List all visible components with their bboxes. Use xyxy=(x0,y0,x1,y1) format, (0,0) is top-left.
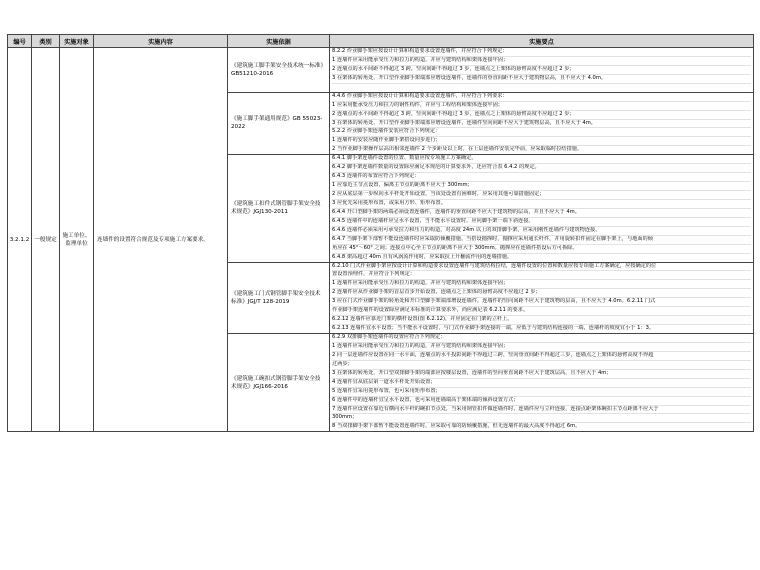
key-point-line xyxy=(332,84,751,92)
header-category: 类别 xyxy=(32,35,60,48)
cell-basis xyxy=(228,92,330,155)
key-point-line: 2 同一层连墙件应设置在同一水平面，连墙点的水平投影间距不得超过三跨，竖向垂直间距不得超过三步，连墙点之上架体的悬臂高度不得超 xyxy=(332,352,751,361)
table-row xyxy=(8,48,754,93)
key-point-line: 3 应在门式作业脚手架的转角处和开口型脚手架端部增设连墙件，连墙件的竖向间距不应大于建筑物的层高，且不应大于 4.0m。6.2.11 门式 xyxy=(332,298,751,307)
key-point-line: 6.2.12 连墙件应靠近门架的横杆设置(图 6.2.12)，并应固定在门架的立杆上。 xyxy=(332,316,751,325)
basis-text: 《建筑施工脚手架安全技术统一标准》GB51210-2016 xyxy=(231,62,324,77)
cell-key-points xyxy=(330,48,754,93)
key-point-line: 8.2.2 作业脚手架应按设计计算和构造要求设置连墙件，并应符合下列规定： xyxy=(332,48,751,57)
key-point-line: 6.4.4 开口型脚手架的两端必须设置连墙件，连墙件的垂直间距不应大于建筑物的层高，并且不应大于 4m。 xyxy=(332,209,751,218)
basis-text: 《建筑施工门式钢管脚手架安全技术标准》JGJ/T 128-2019 xyxy=(231,290,321,305)
key-point-line: 4 连墙件宜从底层第一道水平杆处开始设置； xyxy=(332,379,751,388)
cell-basis xyxy=(228,155,330,262)
header-basis: 实施依据 xyxy=(228,35,330,48)
key-point-line: 2 连墙点的水平间距不得超过 3 跨，竖向间距不得超过 3 步，连墙点之上架体的悬臂高度不应超过 2 步； xyxy=(332,66,751,75)
header-content: 实施内容 xyxy=(94,35,228,48)
key-point-line: 6.4.7 当脚手架下部暂不能设连墙件时应采取防倾覆措施。当搭设抛撑时，抛撑应采用通长杆件，并用旋转扣件固定在脚手架上，与地面的倾 xyxy=(332,236,751,245)
table-header-row xyxy=(8,35,754,48)
key-point-line: 角应在 45°～60° 之间；连接点中心至主节点的距离不应大于 300mm。抛撑应在连墙件搭设后方可拆除。 xyxy=(332,245,751,254)
basis-text: 《建筑施工扣件式钢管脚手架安全技术规范》JGJ130-2011 xyxy=(231,201,321,216)
key-point-line: 3 在架体的转角处、开口型作业脚手架端部应增设连墙件，连墙件竖向间距不应大于建筑物层高，且不应大于 4m。 xyxy=(332,120,751,129)
key-point-line: 2 应从底层第一步纵向水平杆处开始设置，当该处设置有困难时，应采用其他可靠措施固定； xyxy=(332,191,751,200)
cell-basis xyxy=(228,48,330,93)
key-point-line: 1 应靠近主节点设置，偏离主节点的距离不应大于 300mm； xyxy=(332,182,751,191)
cell-number: 3.2.1.2 xyxy=(8,48,32,432)
key-point-line: 3 在架体的转角处、开口型作业脚手架端部应增设连墙件，连墙件的垂直间距不应大于建筑物层高，且不应大于 4.0m。 xyxy=(332,75,751,84)
basis-text: 《施工脚手架通用规范》GB 55023-2022 xyxy=(231,116,323,131)
cell-key-points xyxy=(330,92,754,155)
key-point-line: 5 连墙件宜采用菱形布置，也可采用矩形布置； xyxy=(332,388,751,397)
key-point-line: 作业脚手架连墙件的设置除应满足本标准的计算要求外，尚应满足表 6.2.11 的要求。 xyxy=(332,307,751,316)
key-point-line: 3 在架体的转角处、开口型双排脚手架的端部应按楼层设置，连墙件的竖向垂直间距不应大于建筑层高，且不应大于 4m； xyxy=(332,370,751,379)
cell-content: 连墙件的设置符合规范及专项施工方案要求。 xyxy=(94,48,228,432)
cell-basis xyxy=(228,334,330,432)
cell-category: 一般规定 xyxy=(32,48,60,432)
key-point-line: 1 连墙件应采用能承受压力和拉力的构造，并应与建筑结构和架体连接牢固； xyxy=(332,57,751,66)
cell-key-points xyxy=(330,334,754,432)
key-point-line: 6.4.2 脚手架连墙件数量的设置除应满足本规范的计算要求外，还应符合表 6.4.2 的规定。 xyxy=(332,164,751,173)
header-target: 实施对象 xyxy=(60,35,94,48)
key-point-line: 6.4.6 连墙件必须采用可承受拉力和压力的构造，对高度 24m 以上的双排脚手架，应采用刚性连墙件与建筑物连接。 xyxy=(332,227,751,236)
key-point-line: 6.4.5 连墙件中的连墙杆应呈水平设置，当不能水平设置时，应向脚手架一端下斜连接。 xyxy=(332,218,751,227)
key-point-line: 2 连墙点的水平间距不得超过 3 跨，竖向间距不得超过 3 步，连墙点之上架体的悬臂高度不应超过 2 步； xyxy=(332,111,751,120)
key-point-line: 6 连墙件中的连墙杆宜呈水平设置，也可采用连墙端高于架体端的倾斜设置方式； xyxy=(332,397,751,406)
basis-text: 《建筑施工碗扣式钢管脚手架安全技术规范》JGJ166-2016 xyxy=(231,375,321,390)
key-point-line: 1 连墙件的安装应随作业脚手架搭设同步进行； xyxy=(332,137,751,146)
cell-target: 施工单位、监理单位 xyxy=(60,48,94,432)
cell-key-points xyxy=(330,155,754,262)
key-point-line: 4.4.6 作业脚手架应按设计计算和构造要求设置连墙件，并应符合下列要求： xyxy=(332,93,751,102)
key-point-line: 2 连墙件应从作业脚手架的首层首步开始设置，连墙点之上架体的悬臂高度不应超过 2 步； xyxy=(332,289,751,298)
key-point-line: 300mm； xyxy=(332,414,751,423)
header-key-points: 实施要点 xyxy=(330,35,754,48)
key-point-line: 3 应优先采用菱形布置，或采用方形、矩形布置。 xyxy=(332,200,751,209)
key-point-line: 6.2.10 门式作业脚手架应按设计计算和构造要求设置连墙件与建筑结构拉结，连墙件设置的位置和数量应按专项施工方案确定，应按确定的位 xyxy=(332,263,751,272)
key-point-line: 6.4.8 架高超过 40m 且有风涡流作用时，应采取抗上升翻流作用的连墙措施。 xyxy=(332,253,513,260)
key-point-line: 1 连墙件应采用能承受压力和拉力的构造，并应与建筑结构和架体连接牢固； xyxy=(332,280,751,289)
key-point-line: 6.2.9 双排脚手架连墙件的设置应符合下列规定： xyxy=(332,334,751,343)
cell-key-points xyxy=(330,262,754,334)
key-point-line: 6.4.3 连墙件的布置应符合下列规定： xyxy=(332,173,751,182)
key-point-line: 置设置预埋件，并应符合下列规定： xyxy=(332,271,751,280)
key-point-line: 2 当作业脚手架操作层高出相邻连墙件 2 个步距及以上时，在上层连墙件安装完毕前，应采取临时拉结措施。 xyxy=(332,146,583,153)
spec-table xyxy=(7,34,754,432)
cell-basis xyxy=(228,262,330,334)
key-point-line: 8 当双排脚手架下部暂不能设置连墙件时，应采取可靠的防倾覆措施，但无连墙件的最大高度不得超过 6m。 xyxy=(332,423,581,430)
spec-table-wrapper xyxy=(7,34,753,432)
key-point-line: 6.4.1 脚手架连墙件设置的位置、数量应按专项施工方案确定。 xyxy=(332,155,751,164)
key-point-line: 1 应采用能承受压力和拉力的钢性构件，并应与工程结构和架体连接牢固； xyxy=(332,102,751,111)
header-number: 编号 xyxy=(8,35,32,48)
key-point-line: 5.2.2 作业脚手架连墙件安装应符合下列规定： xyxy=(332,128,751,137)
key-point-line: 7 连墙件应设置在靠近有横向水平杆的碗扣节点处，当采用钢管扣件做连墙件时，连墙件应与立杆连接，连接点距架体碗扣主节点距离不应大于 xyxy=(332,406,751,415)
key-point-line: 过两步； xyxy=(332,361,751,370)
key-point-line: 1 连墙件应采用能承受压力和拉力的构造，并应与建筑结构和架体连接牢固； xyxy=(332,343,751,352)
key-point-line: 6.2.13 连墙件宜水平设置；当不能水平设置时，与门式作业脚手架连接的一端，应低于与建筑结构连接的一端，连墙杆的坡度宜小于 1：3。 xyxy=(332,325,655,332)
